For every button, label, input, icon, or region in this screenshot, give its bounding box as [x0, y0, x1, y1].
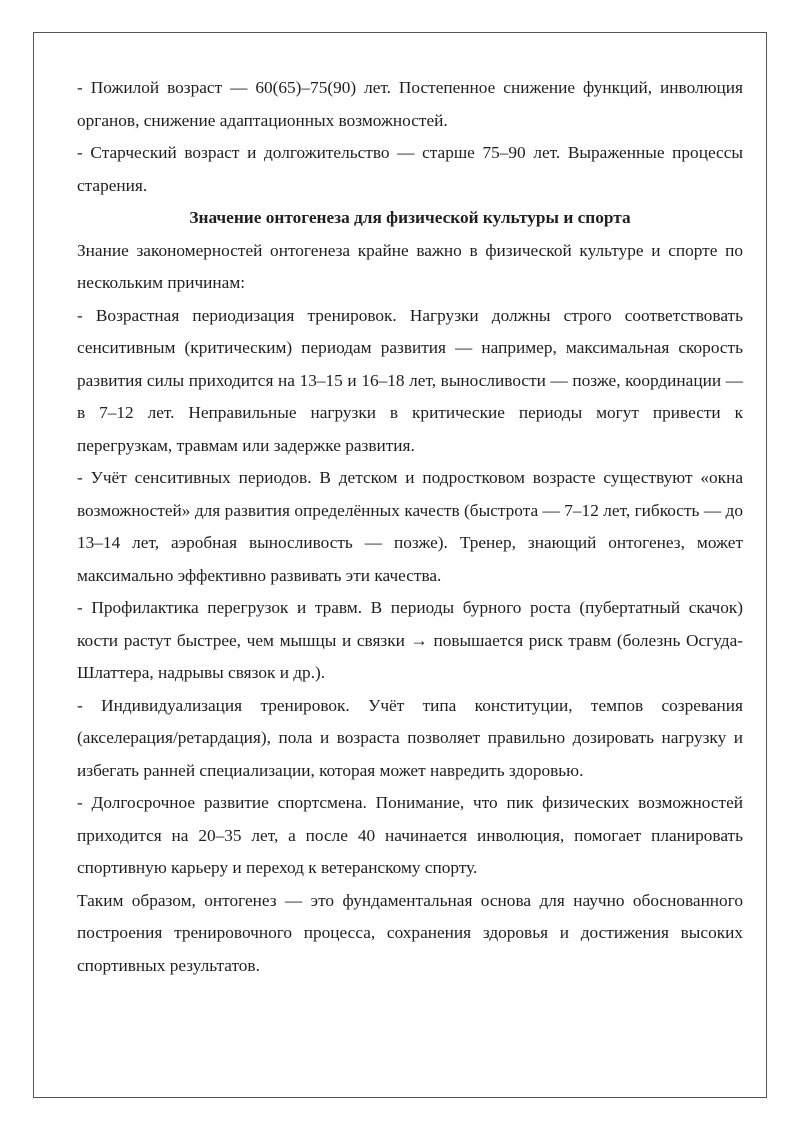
paragraph-long-term-development: - Долгосрочное развитие спортсмена. Понимание, что пик физических возможностей приходится на 20–35 лет, а после 40 начинается инволюция, помогает планировать спортивную карьеру и переход к ветеранскому спорту.	[77, 793, 743, 877]
paragraph-periodization: - Возрастная периодизация тренировок. Нагрузки должны строго соответствовать сенситивным (критическим) периодам развития — например, максимальная скорость развития силы приходится на 13–15 и 16–18 лет, выносливости — позже, координации — в 7–12 лет. Неправильные нагрузки в критические периоды могут привести к перегрузкам, травмам или задержке развития.	[77, 305, 743, 455]
document-page	[33, 32, 767, 1098]
paragraph-conclusion: Таким образом, онтогенез — это фундаментальная основа для научно обоснованного построения тренировочного процесса, сохранения здоровья и достижения высоких спортивных результатов.	[77, 890, 743, 975]
section-heading: Значение онтогенеза для физической культуры и спорта	[189, 208, 631, 227]
paragraph-individualization: - Индивидуализация тренировок. Учёт типа конституции, темпов созревания (акселерация/ретардация), пола и возраста позволяет правильно дозировать нагрузку и избегать ранней специализации, которая может навредить здоровью.	[77, 695, 743, 780]
paragraph-elderly-age: - Пожилой возраст — 60(65)–75(90) лет. Постепенное снижение функций, инволюция органов, снижение адаптационных возможностей.	[77, 78, 743, 130]
paragraph-intro: Знание закономерностей онтогенеза крайне важно в физической культуре и спорте по нескольким причинам:	[77, 240, 743, 292]
paragraph-senile-age: - Старческий возраст и долгожительство — старше 75–90 лет. Выраженные процессы старения.	[77, 143, 743, 195]
paragraph-sensitive-periods: - Учёт сенситивных периодов. В детском и подростковом возрасте существуют «окна возможностей» для развития определённых качеств (быстрота — 7–12 лет, гибкость — до 13–14 лет, аэробная выносливость — позже). Тренер, знающий онтогенез, может максимально эффективно развивать эти качества.	[77, 468, 743, 585]
document-body	[77, 72, 743, 982]
paragraph-injury-prevention: - Профилактика перегрузок и травм. В периоды бурного роста (пубертатный скачок) кости растут быстрее, чем мышцы и связки → повышается риск травм (болезнь Осгуда-Шлаттера, надрывы связок и др.).	[77, 598, 743, 682]
